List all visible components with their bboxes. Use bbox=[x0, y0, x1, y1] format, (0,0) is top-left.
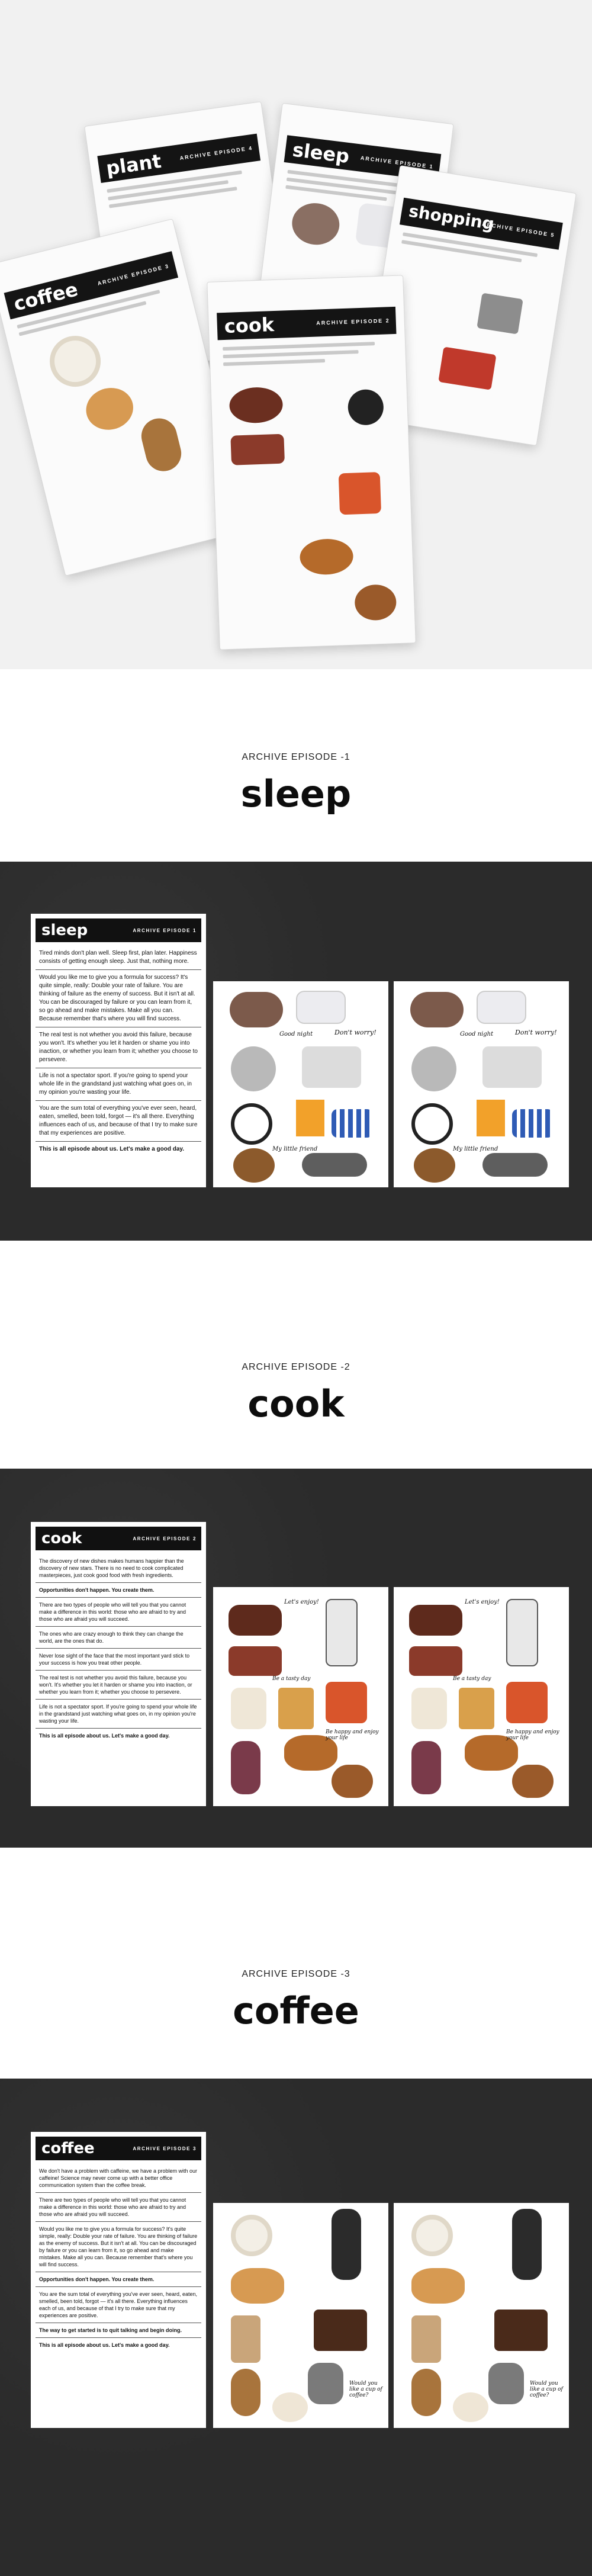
sticker-donuts bbox=[82, 383, 138, 435]
sticker-parfait bbox=[231, 1688, 266, 1729]
sticker-towels bbox=[302, 1046, 361, 1088]
pack-title-bar bbox=[217, 307, 396, 341]
sticker-coffee-cup bbox=[231, 2215, 272, 2256]
card-paragraph: Would you like me to give you a formula for success? It's quite simple, really: Double your rate of failure. You are thinking of failure as the enemy of success. But it isn't at all. You can be discouraged by failure or you can learn from it, so go ahead and make mistakes. Make all you can. Because remember that's where you will find success. bbox=[36, 2222, 201, 2272]
sticker-iced-latte bbox=[411, 2315, 441, 2363]
card-paragraph: Life is not a spectator sport. If you're going to spend your whole life in the grandstand just watching what goes on, in my opinion you're wasting your life. bbox=[36, 1700, 201, 1729]
card-paragraph: You are the sum total of everything you've ever seen, heard, eaten, smelled, been told, forgot — it's all there. Everything influences each of us, and because of that I try to make sure that my experiences are positive. bbox=[36, 1101, 201, 1142]
sticker-socks bbox=[512, 1109, 554, 1138]
sticker-person bbox=[410, 992, 464, 1027]
cook-sticker-sheet bbox=[213, 1587, 388, 1806]
sleep-product-showcase bbox=[0, 862, 592, 1241]
sticker-person bbox=[231, 1741, 260, 1794]
section-heading-coffee bbox=[0, 1969, 592, 2032]
sticker-person bbox=[411, 1741, 441, 1794]
sticker-text: Would you like a cup of coffee? bbox=[349, 2381, 382, 2398]
card-series: ARCHIVE EPISODE 2 bbox=[133, 1536, 197, 1541]
sticker-notebook bbox=[477, 1100, 505, 1136]
card-body bbox=[36, 946, 201, 1157]
sticker-socks bbox=[332, 1109, 373, 1138]
pack-series: ARCHIVE EPISODE 3 bbox=[96, 263, 170, 287]
episode-label: ARCHIVE EPISODE -3 bbox=[242, 1969, 350, 1979]
pack-series: ARCHIVE EPISODE 2 bbox=[316, 317, 390, 326]
sleep-sticker-sheet bbox=[394, 981, 569, 1187]
episode-name: coffee bbox=[233, 1989, 359, 2032]
sticker-lying-person bbox=[302, 1153, 367, 1177]
sticker-alarm-clock bbox=[231, 1103, 272, 1145]
sticker-teddy-bear bbox=[233, 1148, 275, 1183]
sticker-text: Be a tasty day bbox=[453, 1676, 491, 1682]
coffee-sticker-sheet bbox=[394, 2203, 569, 2428]
episode-name: cook bbox=[247, 1382, 345, 1425]
sticker-donuts bbox=[411, 2268, 465, 2304]
sticker-steak bbox=[229, 1605, 282, 1636]
card-series: ARCHIVE EPISODE 3 bbox=[133, 2146, 197, 2151]
pack-series: ARCHIVE EPISODE 5 bbox=[481, 221, 556, 239]
card-paragraph: You are the sum total of everything you've ever seen, heard, eaten, smelled, been told, forgot — it's all there. Everything influences each of us, and because of that I try to make sure that my experiences are positive. bbox=[36, 2287, 201, 2323]
sticker-text: Good night bbox=[279, 1031, 313, 1038]
card-paragraph: This is all episode about us. Let's make a good day. bbox=[39, 2342, 170, 2348]
sticker-pizza bbox=[326, 1682, 367, 1723]
section-heading-cook bbox=[0, 1362, 592, 1425]
coffee-text-card bbox=[31, 2132, 206, 2428]
sticker-cake bbox=[494, 2310, 548, 2351]
sticker-woman bbox=[512, 2209, 542, 2280]
section-heading-sleep bbox=[0, 752, 592, 815]
card-title: coffee bbox=[41, 2140, 95, 2157]
pack-series: ARCHIVE EPISODE 1 bbox=[360, 155, 435, 170]
sticker-pizza bbox=[506, 1682, 548, 1723]
sticker-alarm-clock bbox=[411, 1103, 453, 1145]
card-title-bar bbox=[36, 918, 201, 942]
sticker-steak bbox=[229, 387, 284, 424]
sticker-burger bbox=[354, 584, 397, 621]
sticker-pizza bbox=[339, 472, 381, 515]
coffee-sticker-sheet bbox=[213, 2203, 388, 2428]
pack-title: shopping bbox=[407, 201, 496, 234]
pack-text-lines bbox=[223, 341, 392, 370]
sticker-person bbox=[230, 992, 283, 1027]
sticker-text: Good night bbox=[460, 1031, 494, 1038]
card-body bbox=[36, 2164, 201, 2352]
card-paragraph: This is all episode about us. Let's make a good day. bbox=[39, 1146, 185, 1152]
sticker-chef bbox=[326, 1599, 358, 1666]
card-title-bar bbox=[36, 2137, 201, 2160]
pack-title: plant bbox=[104, 149, 163, 180]
episode-name: sleep bbox=[240, 772, 352, 815]
card-paragraph: The real test is not whether you avoid this failure, because you won't. It's whether you let it harden or shame you into inaction, or whether you learn from it; whether you choose to persevere. bbox=[36, 1027, 201, 1068]
cook-text-card bbox=[31, 1522, 206, 1806]
sticker-donuts bbox=[231, 2268, 284, 2304]
card-paragraph: Tired minds don't plan well. Sleep first, plan later. Happiness consists of getting enough sleep. Just that, nothing more. bbox=[36, 946, 201, 970]
sticker-skewers bbox=[409, 1646, 462, 1676]
sticker-steak bbox=[409, 1605, 462, 1636]
pack-title: sleep bbox=[291, 138, 351, 168]
sticker-text: Would you like a cup of coffee? bbox=[530, 2381, 563, 2398]
card-title: cook bbox=[41, 1530, 82, 1547]
sticker-text: Don't worry! bbox=[334, 1029, 377, 1036]
sticker-cookie bbox=[138, 415, 185, 475]
card-title: sleep bbox=[41, 921, 88, 939]
sticker-barista bbox=[488, 2363, 524, 2404]
sticker-woman bbox=[332, 2209, 361, 2280]
sticker-chicken bbox=[300, 538, 354, 576]
sticker-text: Let's enjoy! bbox=[465, 1599, 500, 1605]
sticker-burger bbox=[512, 1765, 554, 1798]
sticker-person bbox=[289, 201, 342, 248]
episode-label: ARCHIVE EPISODE -1 bbox=[242, 752, 350, 762]
sticker-pillow bbox=[296, 991, 346, 1024]
card-paragraph: This is all episode about us. Let's make a good day. bbox=[39, 1733, 170, 1739]
sticker-coffee-cup bbox=[411, 2215, 453, 2256]
sticker-latte-art bbox=[272, 2392, 308, 2422]
card-paragraph: The discovery of new dishes makes humans happier than the discovery of new stars. There is no need to cook complicated masterpieces, just cook good food with fresh ingredients. bbox=[36, 1554, 201, 1583]
sticker-chef bbox=[506, 1599, 538, 1666]
sticker-pillow bbox=[477, 991, 526, 1024]
card-paragraph: The real test is not whether you avoid this failure, because you won't. It's whether you let it harden or shame you into inaction, or whether you learn from it; whether you choose to persevere. bbox=[36, 1671, 201, 1700]
sticker-appliance bbox=[477, 293, 523, 334]
sticker-moon bbox=[411, 1046, 456, 1091]
sticker-lying-person bbox=[482, 1153, 548, 1177]
coffee-product-showcase bbox=[0, 2079, 592, 2576]
sticker-grill bbox=[348, 389, 384, 426]
sticker-moon bbox=[231, 1046, 276, 1091]
cook-product-showcase bbox=[0, 1469, 592, 1848]
sticker-cake bbox=[314, 2310, 367, 2351]
sticker-cookie bbox=[231, 2369, 260, 2416]
sticker-text: Be happy and enjoy your life bbox=[506, 1729, 559, 1741]
sticker-latte-art bbox=[453, 2392, 488, 2422]
sticker-towels bbox=[482, 1046, 542, 1088]
sticker-shopping-bags bbox=[438, 346, 496, 390]
card-paragraph: Opportunities don't happen. You create them. bbox=[36, 2272, 201, 2287]
sticker-text: Be a tasty day bbox=[272, 1676, 311, 1682]
sticker-teddy-bear bbox=[414, 1148, 455, 1183]
sticker-notebook bbox=[296, 1100, 324, 1136]
card-series: ARCHIVE EPISODE 1 bbox=[133, 928, 197, 933]
sticker-burger bbox=[332, 1765, 373, 1798]
cook-sticker-sheet bbox=[394, 1587, 569, 1806]
sleep-sticker-sheet bbox=[213, 981, 388, 1187]
sticker-skewers bbox=[230, 434, 285, 465]
pack-title: coffee bbox=[11, 278, 81, 316]
sticker-fries bbox=[278, 1688, 314, 1729]
card-paragraph: The ones who are crazy enough to think they can change the world, are the ones that do. bbox=[36, 1627, 201, 1649]
card-paragraph: Life is not a spectator sport. If you're going to spend your whole life in the grandstand just watching what goes on, in my opinion you're wasting your life. bbox=[36, 1068, 201, 1101]
sticker-text: Be happy and enjoy your life bbox=[326, 1729, 379, 1741]
pack-title: cook bbox=[224, 313, 275, 338]
sticker-text: Let's enjoy! bbox=[284, 1599, 319, 1605]
card-title-bar bbox=[36, 1527, 201, 1550]
card-paragraph: Never lose sight of the face that the most important yard stick to your success is how you treat other people. bbox=[36, 1649, 201, 1671]
sticker-coffee-cup bbox=[44, 330, 106, 392]
sleep-text-card bbox=[31, 914, 206, 1187]
sticker-skewers bbox=[229, 1646, 282, 1676]
card-paragraph: There are two types of people who will tell you that you cannot make a difference in this world: those who are afraid to try and those who are afraid you will succeed. bbox=[36, 1598, 201, 1627]
sticker-text: Don't worry! bbox=[515, 1029, 557, 1036]
sticker-text: My little friend bbox=[272, 1146, 318, 1152]
card-paragraph: The way to get started is to quit talking and begin doing. bbox=[36, 2323, 201, 2338]
sticker-fries bbox=[459, 1688, 494, 1729]
sticker-text: My little friend bbox=[453, 1146, 498, 1152]
card-paragraph: There are two types of people who will tell you that you cannot make a difference in this world: those who are afraid to try and those who are afraid you will succeed. bbox=[36, 2193, 201, 2222]
episode-label: ARCHIVE EPISODE -2 bbox=[242, 1362, 350, 1372]
card-paragraph: Opportunities don't happen. You create them. bbox=[36, 1583, 201, 1598]
sticker-barista bbox=[308, 2363, 343, 2404]
pack-series: ARCHIVE EPISODE 4 bbox=[179, 144, 253, 162]
card-body bbox=[36, 1554, 201, 1743]
sticker-cookie bbox=[411, 2369, 441, 2416]
hero-photo bbox=[0, 0, 592, 669]
sticker-parfait bbox=[411, 1688, 447, 1729]
card-paragraph: We don't have a problem with caffeine, we have a problem with our caffeine! Science may never come up with a better office communication system than the coffee break. bbox=[36, 2164, 201, 2193]
card-paragraph: Would you like me to give you a formula for success? It's quite simple, really: Double your rate of failure. You are thinking of failure as the enemy of success. But it isn't at all. You can be discouraged by failure or you can learn from it, so go ahead and make mistakes. Make all you can. Because remember that's where you will find success. bbox=[36, 970, 201, 1027]
sticker-iced-latte bbox=[231, 2315, 260, 2363]
sticker-pack-cook bbox=[207, 275, 416, 650]
